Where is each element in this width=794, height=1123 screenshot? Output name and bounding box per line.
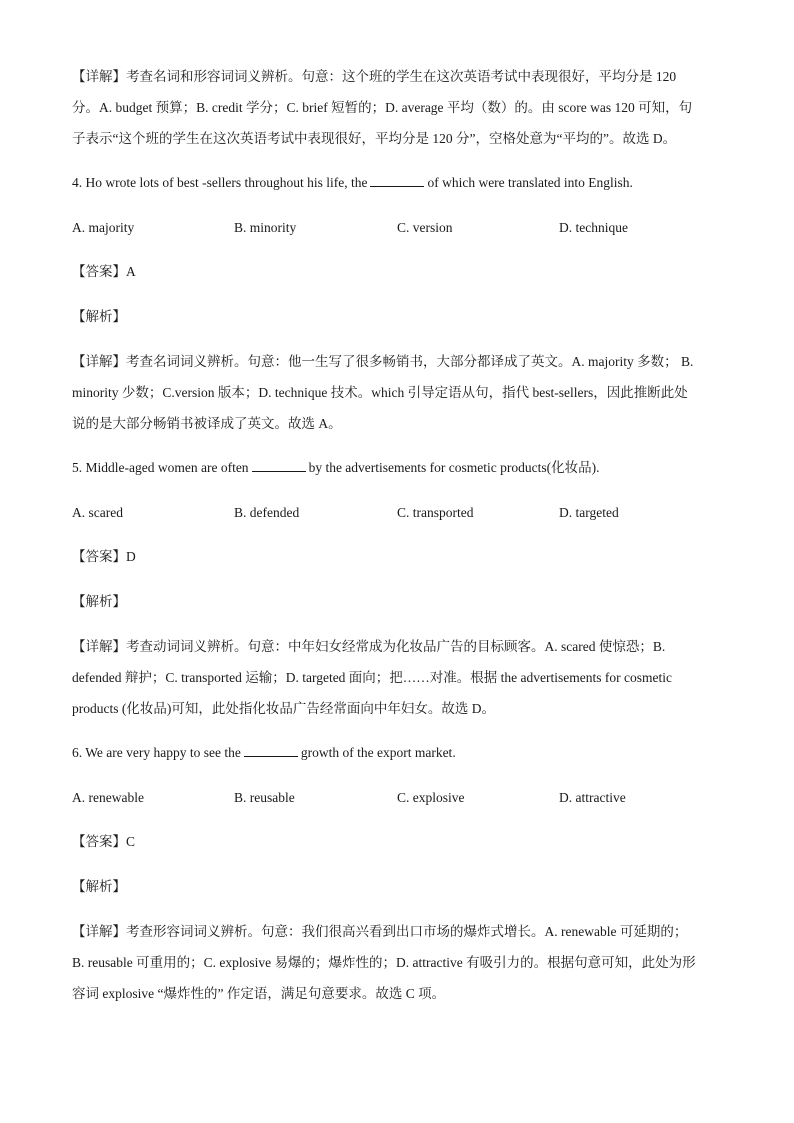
question-6-detail-line-3: 容词 explosive “爆炸性的” 作定语，满足句意要求。故选 C 项。 — [72, 986, 446, 1001]
question-6-stem — [72, 743, 456, 763]
question-4-options — [72, 218, 722, 238]
question-5-blank — [252, 459, 306, 472]
question-5-answer: 【答案】D — [72, 549, 136, 564]
question-4-stem-after: of which were translated into English. — [427, 175, 633, 190]
question-5-option-b: B. defended — [234, 505, 300, 520]
question-5-detail-line-2: defended 辩护；C. transported 运输；D. targeted 面向；把……对准。根据 the advertisements for cosmetic — [72, 670, 672, 685]
question-6-detail-line-1: 【详解】考查形容词词义辨析。句意：我们很高兴看到出口市场的爆炸式增长。A. renewable 可延期的； — [72, 924, 688, 939]
intro-line-3: 子表示“这个班的学生在这次英语考试中表现很好，平均分是 120 分”，空格处意为“平均的”。故选 D。 — [72, 131, 677, 146]
question-5-detail-line-3: products (化妆品)可知，此处指化妆品广告经常面向中年妇女。故选 D。 — [72, 701, 495, 716]
question-6-detail-line-2: B. reusable 可重用的；C. explosive 易爆的；爆炸性的；D. attractive 有吸引力的。根据句意可知，此处为形 — [72, 955, 696, 970]
question-6-option-c: C. explosive — [397, 790, 465, 805]
question-4-detail-line-3: 说的是大部分畅销书被译成了英文。故选 A。 — [72, 416, 342, 431]
question-4-stem-before: 4. Ho wrote lots of best -sellers throughout his life, the — [72, 175, 368, 190]
question-6-answer: 【答案】C — [72, 834, 136, 849]
question-4-option-a: A. majority — [72, 220, 135, 235]
question-4-blank — [370, 174, 424, 187]
question-6-option-a: A. renewable — [72, 790, 144, 805]
question-6-analysis-label: 【解析】 — [72, 879, 126, 894]
intro-line-1: 【详解】考查名词和形容词词义辨析。句意：这个班的学生在这次英语考试中表现很好，平均分是 120 — [72, 69, 677, 84]
question-5-detail — [72, 631, 722, 724]
question-5-option-a: A. scared — [72, 505, 123, 520]
question-5-analysis-label: 【解析】 — [72, 594, 126, 609]
question-4-detail-line-1: 【详解】考查名词词义辨析。句意：他一生写了很多畅销书，大部分都译成了英文。A. majority 多数； B. — [72, 354, 694, 369]
question-4-option-b: B. minority — [234, 220, 297, 235]
question-4-option-d: D. technique — [559, 220, 628, 235]
question-4-analysis-label: 【解析】 — [72, 309, 126, 324]
question-6-blank — [244, 744, 298, 757]
question-6-options — [72, 788, 722, 808]
question-6-detail — [72, 916, 722, 1009]
question-5-options — [72, 503, 722, 523]
question-4-answer: 【答案】A — [72, 264, 136, 279]
intro-line-2: 分。A. budget 预算；B. credit 学分；C. brief 短暂的；D. average 平均（数）的。由 score was 120 可知，句 — [72, 100, 693, 115]
question-5-stem-before: 5. Middle-aged women are often — [72, 460, 249, 475]
question-5-stem-after: by the advertisements for cosmetic products(化妆品). — [308, 460, 600, 475]
question-6-stem-after: growth of the export market. — [300, 745, 456, 760]
question-6-option-d: D. attractive — [559, 790, 626, 805]
question-5-detail-line-1: 【详解】考查动词词义辨析。句意：中年妇女经常成为化妆品广告的目标顾客。A. scared 使惊恐；B. — [72, 639, 666, 654]
question-5-option-d: D. targeted — [559, 505, 619, 520]
question-4-detail — [72, 346, 722, 439]
question-4-option-c: C. version — [397, 220, 453, 235]
question-6-stem-before: 6. We are very happy to see the — [72, 745, 241, 760]
intro-explanation — [72, 61, 722, 154]
question-5-option-c: C. transported — [397, 505, 474, 520]
question-4-detail-line-2: minority 少数；C.version 版本；D. technique 技术。which 引导定语从句，指代 best-sellers，因此推断此处 — [72, 385, 688, 400]
question-5-stem — [72, 458, 600, 478]
question-6-option-b: B. reusable — [234, 790, 295, 805]
question-4-stem — [72, 173, 633, 193]
